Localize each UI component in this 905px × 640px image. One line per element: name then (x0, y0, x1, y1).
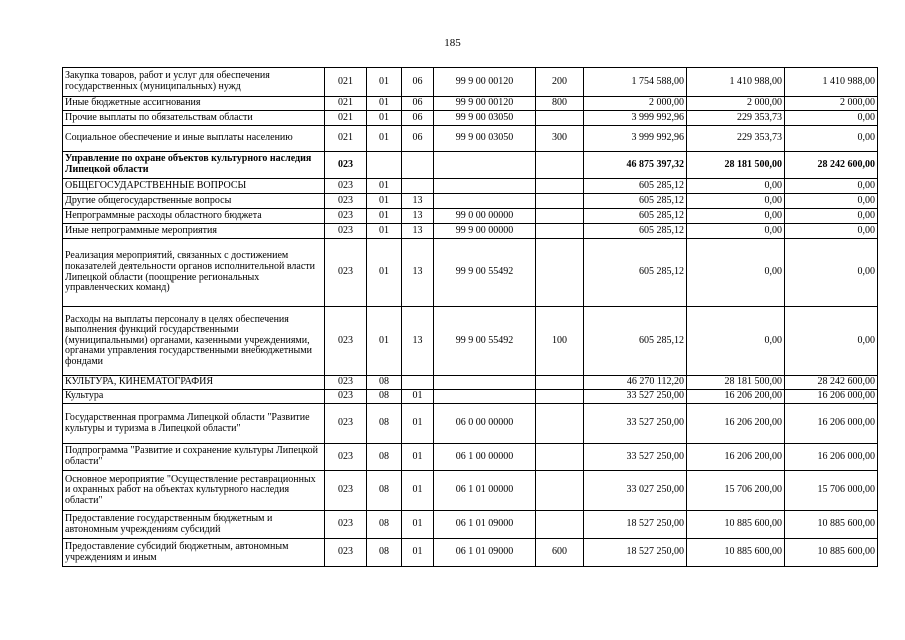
amount-year2-cell: 10 885 600,00 (687, 539, 785, 567)
row-name-cell: Подпрограмма "Развитие и сохранение культуры Липецкой области" (63, 444, 325, 471)
expense-type-cell: 300 (536, 126, 584, 152)
ved-code-cell: 023 (325, 239, 367, 307)
section-code-cell: 01 (367, 97, 402, 111)
target-article-cell (434, 390, 536, 404)
section-code-cell: 08 (367, 511, 402, 539)
target-article-cell: 99 9 00 00120 (434, 97, 536, 111)
amount-year1-cell: 605 285,12 (584, 209, 687, 224)
row-name-cell: Другие общегосударственные вопросы (63, 194, 325, 209)
amount-year3-cell: 0,00 (785, 239, 878, 307)
amount-year2-cell: 0,00 (687, 209, 785, 224)
expense-type-cell (536, 152, 584, 179)
amount-year1-cell: 605 285,12 (584, 239, 687, 307)
row-name-cell: Предоставление государственным бюджетным и автономным учреждениям субсидий (63, 511, 325, 539)
expense-type-cell: 800 (536, 97, 584, 111)
row-name-cell: Предоставление субсидий бюджетным, автономным учреждениям и иным (63, 539, 325, 567)
section-code-cell: 01 (367, 68, 402, 97)
ved-code-cell: 021 (325, 111, 367, 126)
amount-year2-cell: 0,00 (687, 239, 785, 307)
target-article-cell: 06 0 00 00000 (434, 404, 536, 444)
amount-year3-cell: 0,00 (785, 209, 878, 224)
amount-year1-cell: 2 000,00 (584, 97, 687, 111)
target-article-cell: 06 1 00 00000 (434, 444, 536, 471)
amount-year3-cell: 2 000,00 (785, 97, 878, 111)
amount-year2-cell: 28 181 500,00 (687, 376, 785, 390)
amount-year2-cell: 0,00 (687, 194, 785, 209)
amount-year1-cell: 18 527 250,00 (584, 511, 687, 539)
target-article-cell (434, 194, 536, 209)
target-article-cell: 06 1 01 09000 (434, 511, 536, 539)
table-row (63, 511, 878, 539)
amount-year3-cell: 10 885 600,00 (785, 511, 878, 539)
expense-type-cell (536, 209, 584, 224)
row-name-cell: КУЛЬТУРА, КИНЕМАТОГРАФИЯ (63, 376, 325, 390)
expense-type-cell (536, 111, 584, 126)
subsection-code-cell: 06 (402, 126, 434, 152)
section-code-cell: 08 (367, 471, 402, 511)
amount-year3-cell: 10 885 600,00 (785, 539, 878, 567)
target-article-cell (434, 376, 536, 390)
amount-year1-cell: 46 875 397,32 (584, 152, 687, 179)
target-article-cell: 99 9 00 55492 (434, 307, 536, 376)
amount-year3-cell: 0,00 (785, 224, 878, 239)
subsection-code-cell: 01 (402, 539, 434, 567)
section-code-cell: 08 (367, 444, 402, 471)
amount-year2-cell: 229 353,73 (687, 126, 785, 152)
amount-year3-cell: 16 206 000,00 (785, 390, 878, 404)
table-row (63, 539, 878, 567)
amount-year1-cell: 3 999 992,96 (584, 126, 687, 152)
subsection-code-cell: 01 (402, 390, 434, 404)
table-row (63, 376, 878, 390)
subsection-code-cell (402, 376, 434, 390)
amount-year3-cell: 28 242 600,00 (785, 376, 878, 390)
expense-type-cell (536, 376, 584, 390)
ved-code-cell: 023 (325, 152, 367, 179)
amount-year2-cell: 16 206 200,00 (687, 390, 785, 404)
amount-year1-cell: 605 285,12 (584, 224, 687, 239)
target-article-cell: 99 9 00 03050 (434, 111, 536, 126)
amount-year3-cell: 0,00 (785, 126, 878, 152)
row-name-cell: Прочие выплаты по обязательствам области (63, 111, 325, 126)
ved-code-cell: 023 (325, 194, 367, 209)
subsection-code-cell: 13 (402, 209, 434, 224)
ved-code-cell: 023 (325, 511, 367, 539)
amount-year3-cell: 0,00 (785, 179, 878, 194)
table-row (63, 444, 878, 471)
amount-year1-cell: 1 754 588,00 (584, 68, 687, 97)
ved-code-cell: 023 (325, 179, 367, 194)
ved-code-cell: 023 (325, 539, 367, 567)
expense-type-cell (536, 444, 584, 471)
amount-year1-cell: 33 527 250,00 (584, 444, 687, 471)
row-name-cell: Расходы на выплаты персоналу в целях обеспечения выполнения функций государственными (муниципальными) органами, казенными учреждениями, органами управления государственными внебюджетными фондами (63, 307, 325, 376)
subsection-code-cell: 01 (402, 444, 434, 471)
target-article-cell: 99 9 00 00120 (434, 68, 536, 97)
section-code-cell: 01 (367, 194, 402, 209)
section-code-cell: 08 (367, 539, 402, 567)
amount-year3-cell: 1 410 988,00 (785, 68, 878, 97)
target-article-cell (434, 179, 536, 194)
expense-type-cell (536, 404, 584, 444)
expense-type-cell (536, 194, 584, 209)
amount-year3-cell: 0,00 (785, 194, 878, 209)
row-name-cell: Основное мероприятие "Осуществление реставрационных и охранных работ на объектах культурного наследия области" (63, 471, 325, 511)
amount-year1-cell: 605 285,12 (584, 194, 687, 209)
section-code-cell: 08 (367, 376, 402, 390)
target-article-cell: 06 1 01 00000 (434, 471, 536, 511)
amount-year2-cell: 16 206 200,00 (687, 444, 785, 471)
table-row (63, 209, 878, 224)
row-name-cell: ОБЩЕГОСУДАРСТВЕННЫЕ ВОПРОСЫ (63, 179, 325, 194)
amount-year2-cell: 229 353,73 (687, 111, 785, 126)
section-code-cell: 01 (367, 126, 402, 152)
amount-year1-cell: 33 527 250,00 (584, 404, 687, 444)
ved-code-cell: 023 (325, 390, 367, 404)
amount-year3-cell: 16 206 000,00 (785, 404, 878, 444)
row-name-cell: Реализация мероприятий, связанных с достижением показателей деятельности органов исполнительной власти Липецкой области (поощрение региональных управленческих команд) (63, 239, 325, 307)
target-article-cell: 99 0 00 00000 (434, 209, 536, 224)
subsection-code-cell: 06 (402, 111, 434, 126)
expense-type-cell: 200 (536, 68, 584, 97)
subsection-code-cell: 13 (402, 224, 434, 239)
expense-type-cell: 600 (536, 539, 584, 567)
table-row (63, 111, 878, 126)
row-name-cell: Иные непрограммные мероприятия (63, 224, 325, 239)
expense-type-cell (536, 471, 584, 511)
ved-code-cell: 021 (325, 97, 367, 111)
section-code-cell (367, 152, 402, 179)
amount-year2-cell: 1 410 988,00 (687, 68, 785, 97)
subsection-code-cell: 01 (402, 404, 434, 444)
section-code-cell: 01 (367, 224, 402, 239)
table-row (63, 390, 878, 404)
table-row (63, 126, 878, 152)
row-name-cell: Иные бюджетные ассигнования (63, 97, 325, 111)
row-name-cell: Непрограммные расходы областного бюджета (63, 209, 325, 224)
amount-year2-cell: 0,00 (687, 179, 785, 194)
subsection-code-cell: 01 (402, 511, 434, 539)
subsection-code-cell: 06 (402, 68, 434, 97)
section-code-cell: 01 (367, 209, 402, 224)
ved-code-cell: 023 (325, 224, 367, 239)
ved-code-cell: 023 (325, 404, 367, 444)
amount-year2-cell: 15 706 200,00 (687, 471, 785, 511)
table-row (63, 152, 878, 179)
ved-code-cell: 021 (325, 68, 367, 97)
expense-type-cell (536, 239, 584, 307)
table-row (63, 239, 878, 307)
target-article-cell: 99 9 00 03050 (434, 126, 536, 152)
amount-year1-cell: 33 527 250,00 (584, 390, 687, 404)
subsection-code-cell: 01 (402, 471, 434, 511)
row-name-cell: Культура (63, 390, 325, 404)
target-article-cell: 06 1 01 09000 (434, 539, 536, 567)
target-article-cell: 99 9 00 00000 (434, 224, 536, 239)
row-name-cell: Закупка товаров, работ и услуг для обеспечения государственных (муниципальных) нужд (63, 68, 325, 97)
subsection-code-cell: 06 (402, 97, 434, 111)
amount-year2-cell: 2 000,00 (687, 97, 785, 111)
table-row (63, 224, 878, 239)
table-row (63, 307, 878, 376)
budget-table (62, 67, 878, 567)
amount-year2-cell: 28 181 500,00 (687, 152, 785, 179)
table-row (63, 194, 878, 209)
section-code-cell: 01 (367, 179, 402, 194)
amount-year1-cell: 605 285,12 (584, 179, 687, 194)
amount-year3-cell: 15 706 000,00 (785, 471, 878, 511)
amount-year1-cell: 3 999 992,96 (584, 111, 687, 126)
amount-year3-cell: 0,00 (785, 111, 878, 126)
amount-year3-cell: 16 206 000,00 (785, 444, 878, 471)
page-number: 185 (444, 37, 461, 49)
row-name-cell: Государственная программа Липецкой области "Развитие культуры и туризма в Липецкой области" (63, 404, 325, 444)
table-body (63, 68, 878, 567)
subsection-code-cell: 13 (402, 239, 434, 307)
amount-year2-cell: 0,00 (687, 307, 785, 376)
amount-year1-cell: 46 270 112,20 (584, 376, 687, 390)
section-code-cell: 01 (367, 111, 402, 126)
amount-year2-cell: 0,00 (687, 224, 785, 239)
expense-type-cell (536, 511, 584, 539)
table-row (63, 471, 878, 511)
section-code-cell: 01 (367, 239, 402, 307)
row-name-cell: Социальное обеспечение и иные выплаты населению (63, 126, 325, 152)
amount-year2-cell: 16 206 200,00 (687, 404, 785, 444)
target-article-cell: 99 9 00 55492 (434, 239, 536, 307)
expense-type-cell (536, 179, 584, 194)
amount-year2-cell: 10 885 600,00 (687, 511, 785, 539)
table-row (63, 68, 878, 97)
target-article-cell (434, 152, 536, 179)
expense-type-cell (536, 224, 584, 239)
subsection-code-cell (402, 179, 434, 194)
subsection-code-cell: 13 (402, 307, 434, 376)
amount-year1-cell: 33 027 250,00 (584, 471, 687, 511)
amount-year3-cell: 0,00 (785, 307, 878, 376)
section-code-cell: 08 (367, 404, 402, 444)
subsection-code-cell: 13 (402, 194, 434, 209)
section-code-cell: 01 (367, 307, 402, 376)
table-row (63, 179, 878, 194)
ved-code-cell: 021 (325, 126, 367, 152)
row-name-cell: Управление по охране объектов культурного наследия Липецкой области (63, 152, 325, 179)
amount-year1-cell: 18 527 250,00 (584, 539, 687, 567)
ved-code-cell: 023 (325, 376, 367, 390)
expense-type-cell (536, 390, 584, 404)
subsection-code-cell (402, 152, 434, 179)
expense-type-cell: 100 (536, 307, 584, 376)
section-code-cell: 08 (367, 390, 402, 404)
table-row (63, 97, 878, 111)
ved-code-cell: 023 (325, 471, 367, 511)
amount-year3-cell: 28 242 600,00 (785, 152, 878, 179)
ved-code-cell: 023 (325, 209, 367, 224)
ved-code-cell: 023 (325, 307, 367, 376)
table-row (63, 404, 878, 444)
amount-year1-cell: 605 285,12 (584, 307, 687, 376)
ved-code-cell: 023 (325, 444, 367, 471)
